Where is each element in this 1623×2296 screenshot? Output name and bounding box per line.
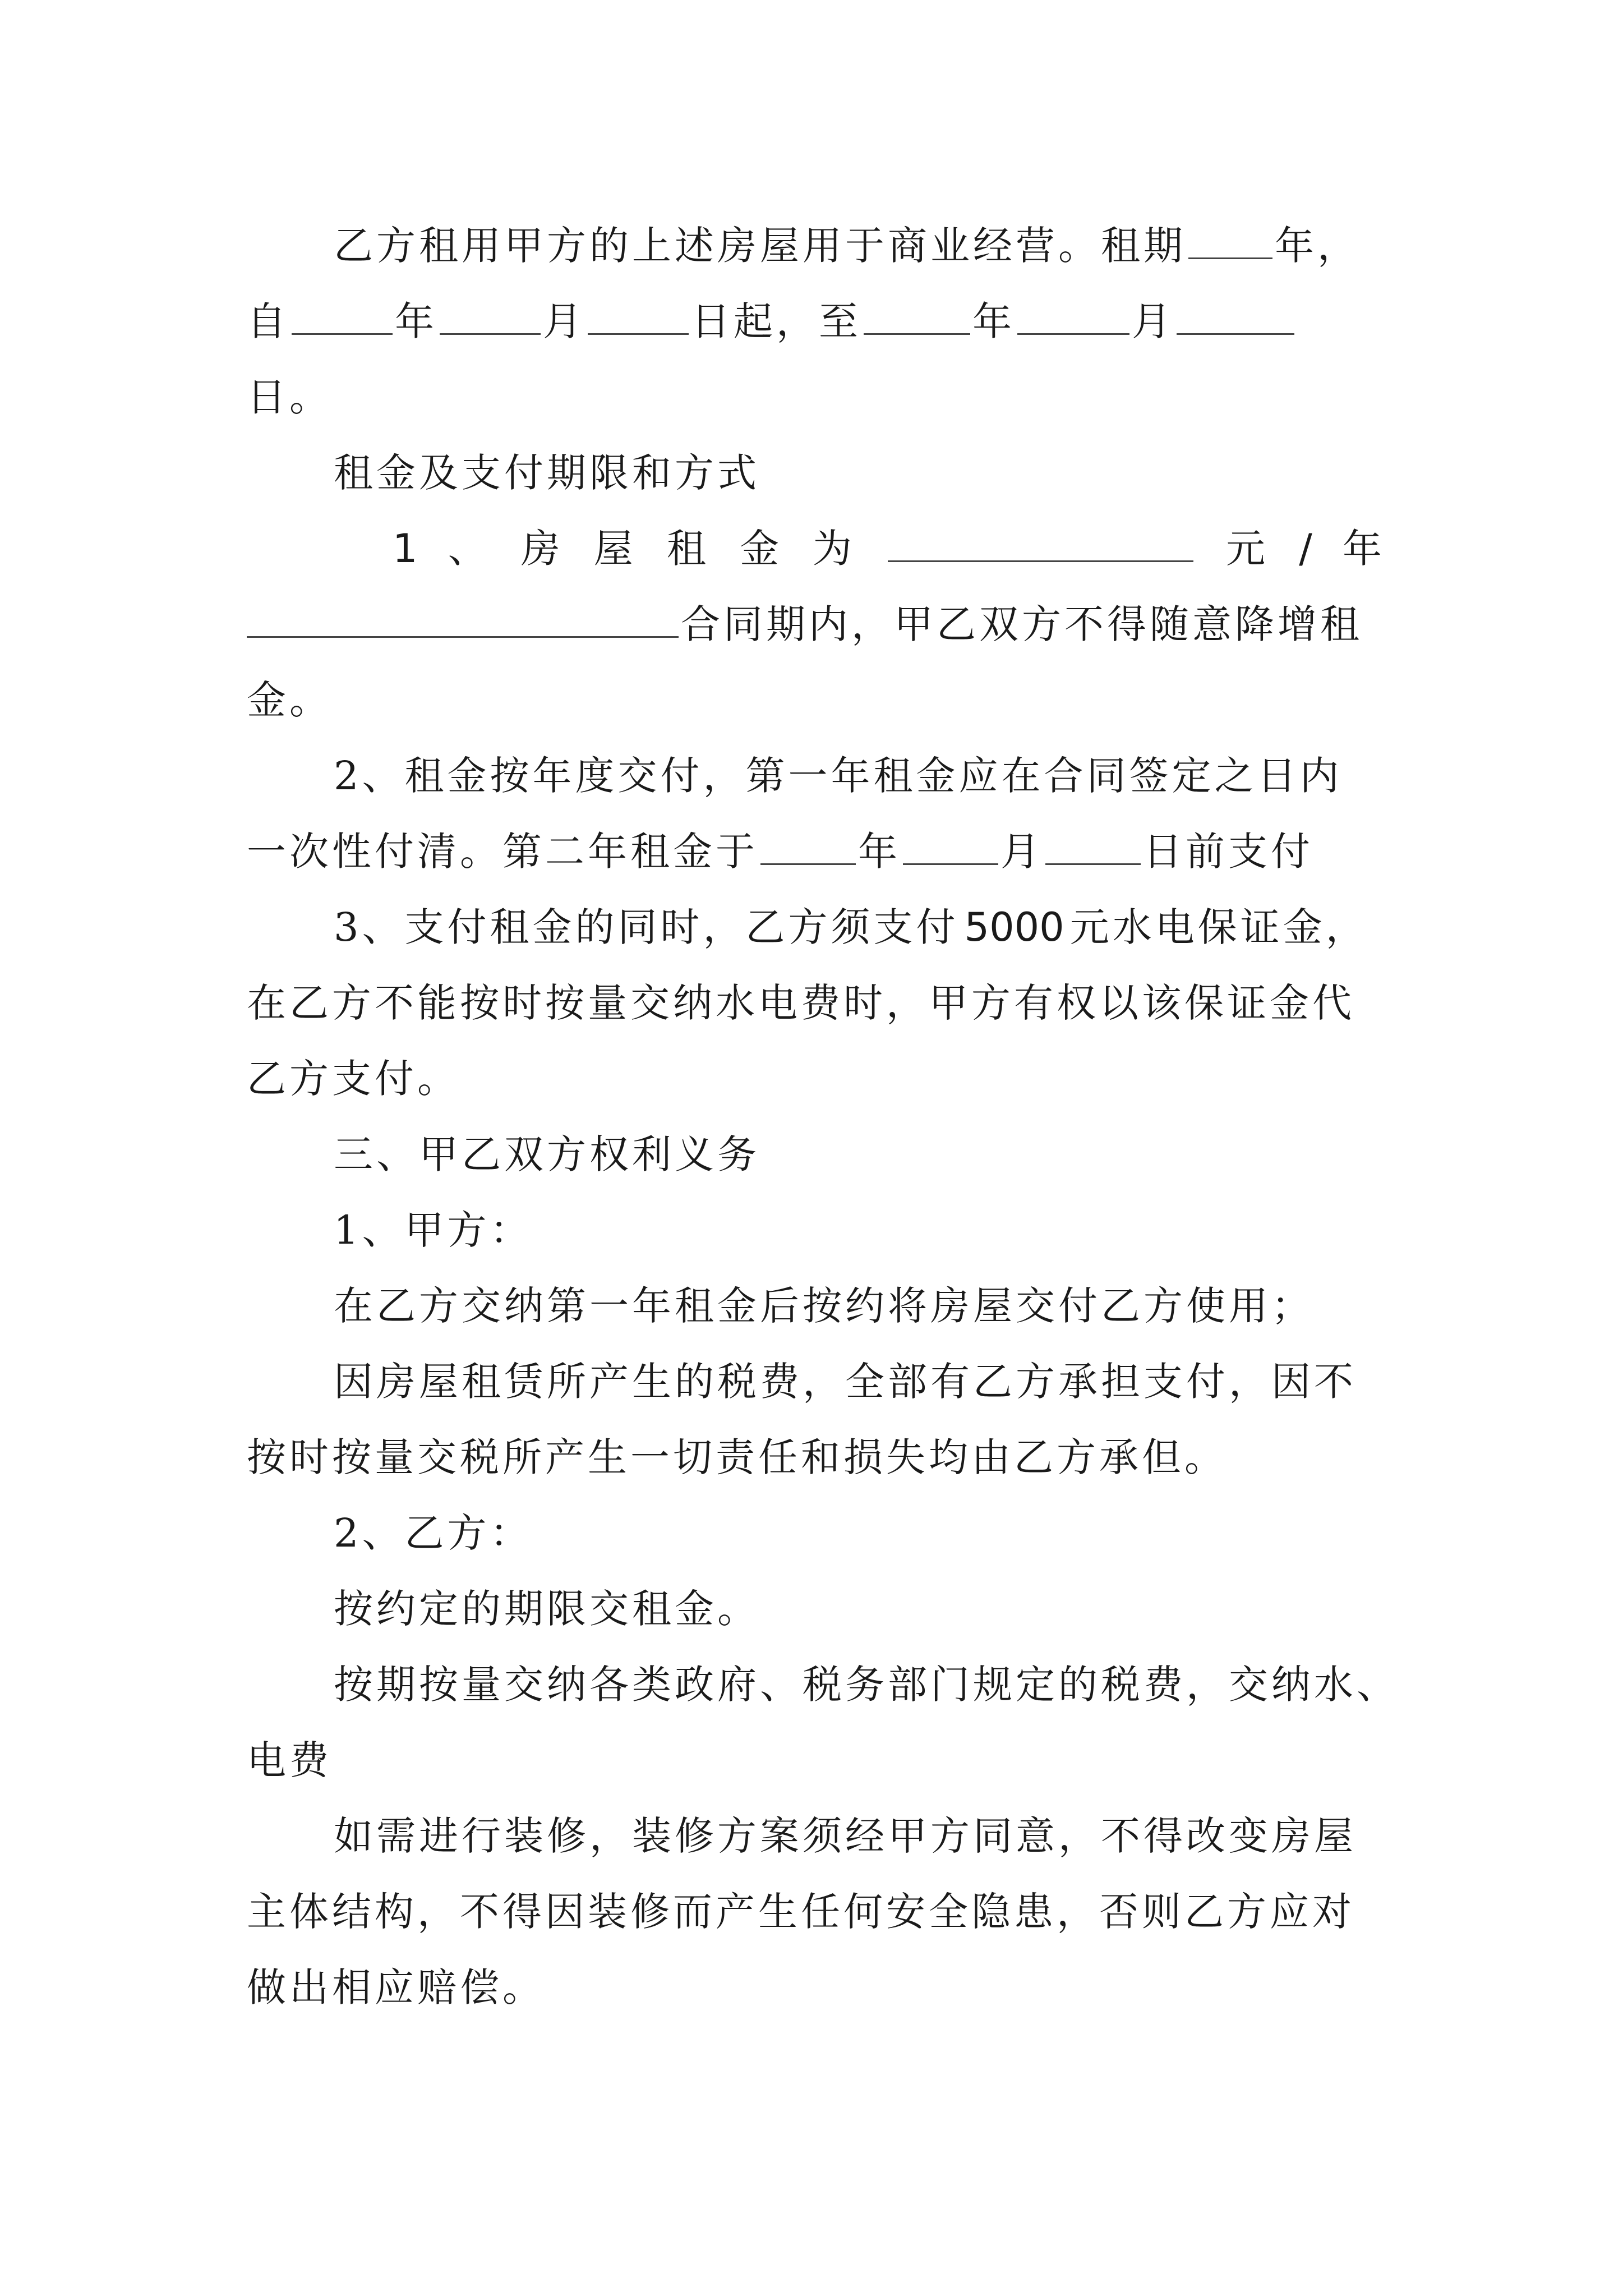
deposit-usage-end-line: 乙方支付。 [247, 1056, 460, 1102]
party-b-duty-2-cont: 电费 [247, 1737, 332, 1783]
start-year-blank [292, 301, 393, 335]
end-day-line: 日。 [247, 374, 332, 420]
rent-char-1: 房 [520, 526, 564, 572]
second-year-blank [760, 831, 856, 865]
unit-year: 年 [1342, 526, 1385, 572]
deposit-line [334, 896, 1391, 958]
party-b-duty-1: 按约定的期限交租金。 [334, 1586, 760, 1632]
rent-char-5: 为 [813, 526, 856, 572]
end-day-blank [1177, 301, 1294, 335]
rent-char-3: 租 [666, 526, 709, 572]
deposit-usage-line: 在乙方不能按时按量交纳水电费时，甲方有权以该保证金代 [247, 980, 1355, 1026]
rights-section-heading: 三、甲乙双方权利义务 [334, 1131, 760, 1177]
unit-yuan: 元 [1226, 526, 1269, 572]
item-separator: 、 [448, 526, 491, 572]
second-month-blank [903, 831, 998, 865]
second-year-text: 一次性付清。第二年租金于 [247, 829, 758, 875]
deposit-amount: 5000 [964, 904, 1064, 950]
renovation-clause: 如需进行装修，装修方案须经甲方同意，不得改变房屋 [334, 1813, 1357, 1859]
unit-slash: / [1299, 526, 1312, 572]
party-a-heading: 1、甲方： [334, 1207, 533, 1253]
party-b-duty-2: 按期按量交纳各类政府、税务部门规定的税费，交纳水、 [334, 1662, 1399, 1708]
second-day-label: 日前支付 [1143, 829, 1313, 875]
second-year-payment-line [247, 821, 1391, 882]
lease-dates-line [247, 291, 1391, 352]
deposit-text-a: 3、支付租金的同时，乙方须支付 [334, 904, 959, 950]
second-month-label: 月 [1000, 829, 1043, 875]
lease-purpose-text: 乙方租用甲方的上述房屋用于商业经营。租期 [334, 223, 1186, 269]
party-b-heading: 2、乙方： [334, 1510, 533, 1556]
rent-amount-words-blank [247, 604, 679, 638]
party-a-duty-1: 在乙方交纳第一年租金后按约将房屋交付乙方使用； [334, 1283, 1314, 1329]
start-month-blank [440, 301, 541, 335]
end-month-label: 月 [1132, 298, 1174, 344]
rent-amount-line [393, 518, 1385, 579]
renovation-clause-cont: 主体结构，不得因装修而产生任何安全隐患，否则乙方应对 [247, 1889, 1355, 1935]
rent-char-2: 屋 [593, 526, 637, 572]
start-day-blank [588, 301, 689, 335]
year-suffix-text: 年， [1275, 223, 1360, 269]
end-month-blank [1017, 301, 1129, 335]
item-number: 1 [393, 526, 418, 572]
second-day-blank [1045, 831, 1141, 865]
start-month-label: 月 [543, 298, 585, 344]
renovation-clause-end: 做出相应赔偿。 [247, 1964, 545, 2010]
annual-payment-line: 2、租金按年度交付，第一年租金应在合同签定之日内 [334, 753, 1343, 799]
rent-amount-blank [888, 528, 1193, 562]
end-year-blank [864, 301, 970, 335]
start-year-label: 年 [395, 298, 437, 344]
rent-fixed-text: 合同期内，甲乙双方不得随意降增租 [681, 601, 1363, 647]
lease-years-blank [1188, 225, 1272, 259]
deposit-text-b: 元水电保证金， [1069, 904, 1368, 950]
party-a-duty-2-cont: 按时按量交税所产生一切责任和损失均由乙方承但。 [247, 1434, 1227, 1480]
start-day-to-label: 日起，至 [691, 298, 861, 344]
rent-fixed-line [247, 593, 1391, 655]
second-year-label: 年 [858, 829, 901, 875]
lease-term-line [334, 215, 1391, 277]
rent-char-4: 金 [739, 526, 782, 572]
party-a-duty-2: 因房屋租赁所产生的税费，全部有乙方承担支付，因不 [334, 1359, 1357, 1405]
end-year-label: 年 [972, 298, 1015, 344]
from-label: 自 [247, 298, 289, 344]
rent-fixed-end-line: 金。 [247, 677, 332, 723]
rent-section-heading: 租金及支付期限和方式 [334, 450, 760, 496]
